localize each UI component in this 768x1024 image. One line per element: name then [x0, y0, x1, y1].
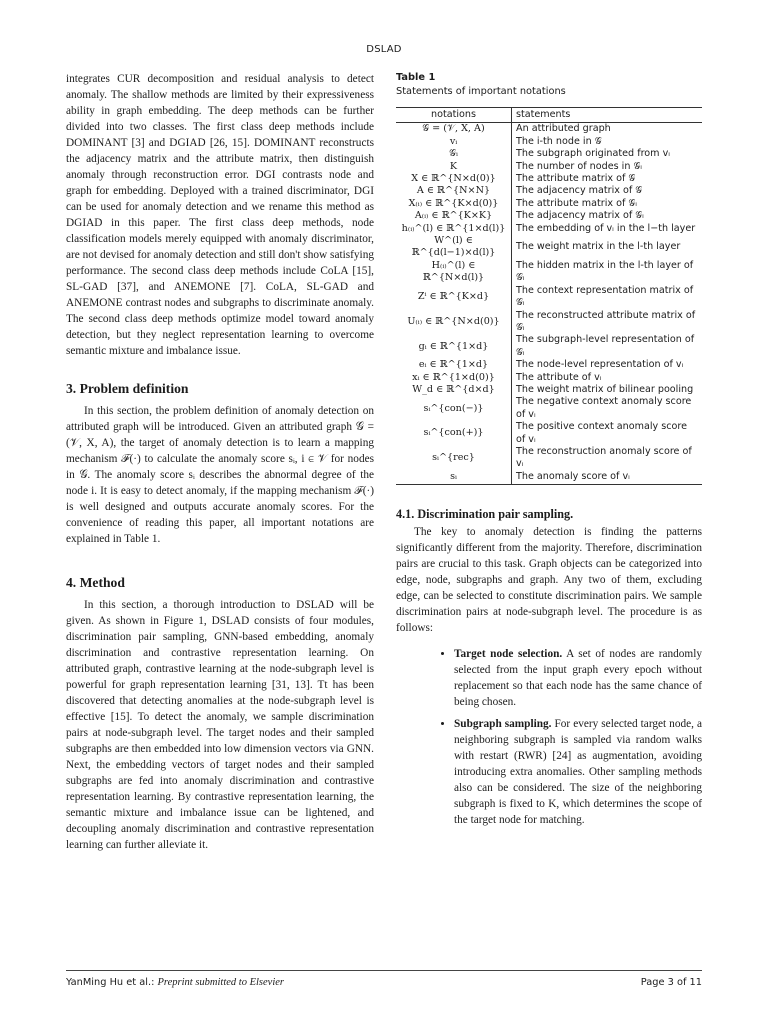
- notation-cell: W_d ∈ ℝ^{d×d}: [396, 384, 512, 396]
- table-row: [396, 210, 702, 222]
- section-4-paragraph: In this section, a thorough introduction to DSLAD will be given. As shown in Figure 1, DSLAD consists of four modules, discrimination pair sampling, GNN-based embedding, anomaly discrimination and contrastive representation learning. On attributed graph, contrastive learning at the node-subgraph level is powerful for graph representation learning [31, 13]. Tt has been discovered that detecting anomalies at the node-subgraph level is effective [15]. To detect the anomaly, we sample discrimination pairs at node-subgraph level. The target nodes and their sampled subgraphs are then embedded into low dimension vectors via GNN. Next, the embedding vectors of target nodes and their sampled subgraphs are fed into anomaly discrimination and contrastive representation learning. By contrastive representation learning, the semantic mixture and imbalance issue can be lightened, and decoupling anomaly discrimination and contrastive representation learning can further alleviate it.: [66, 599, 374, 851]
- notation-cell: Zⁱ ∈ ℝ^{K×d}: [396, 285, 512, 310]
- table-row: [396, 446, 702, 471]
- table-row: [396, 136, 702, 148]
- subsection-4-1-heading: 4.1. Discrimination pair sampling.: [396, 507, 574, 522]
- statement-cell: The attribute of vᵢ: [516, 371, 602, 383]
- table-label: Table 1: [396, 72, 436, 83]
- statement-cell: The adjacency matrix of 𝒢: [516, 185, 643, 197]
- running-head: DSLAD: [366, 44, 402, 55]
- table-caption: Statements of important notations: [396, 86, 566, 97]
- notation-cell: 𝒢 = (𝒱, X, A): [396, 123, 512, 136]
- right-column: [396, 71, 702, 834]
- notation-cell: A₍ᵢ₎ ∈ ℝ^{K×K}: [396, 210, 512, 222]
- footer-divider: [66, 970, 702, 971]
- table-row: [396, 421, 702, 446]
- statement-cell: The embedding of vᵢ in the l−th layer: [516, 222, 696, 234]
- statement-cell: The attribute matrix of 𝒢: [516, 173, 636, 185]
- notation-cell: xᵢ ∈ ℝ^{1×d(0)}: [396, 372, 512, 384]
- statement-cell: The positive context anomaly score of vᵢ: [516, 421, 688, 445]
- intro-paragraph: integrates CUR decomposition and residual analysis to detect anomaly. The shallow methods are limited by their expressiveness ability in graph embedding. The deep methods can be further divided into two classes. The first class deep methods include DOMINANT [3] and DGIAD [26, 15]. DOMINANT reconstructs the adjacency matrix and the attribute matrix, then distinguish anomaly through reconstruction error. DGI contrasts node and graph for embedding. Deployed with a trained discriminator, DGI can be used for anomaly detection and we rename this method as DGIAD in this paper. The first class deep methods, node classification models merely equipped with anomaly discriminator, are not devised for anomaly detection and still don't show satisfying performance. The second class deep methods include CoLA [15], SL-GAD [37], and ANEMONE [7]. CoLA, SL-GAD and ANEMONE contrast nodes and subgraphs to discriminate anomaly. The second class deep methods optimize model toward anomaly detection, but they neglect representation learning to overcome semantic mixture and imbalance issue.: [66, 73, 374, 357]
- statement-cell: The i-th node in 𝒢: [516, 135, 602, 147]
- table-row: [396, 185, 702, 197]
- header-statements: statements: [512, 108, 703, 123]
- bullet-title: Target node selection.: [454, 648, 563, 661]
- notation-cell: eᵢ ∈ ℝ^{1×d}: [396, 359, 512, 371]
- table-row: [396, 359, 702, 371]
- notation-cell: W^(l) ∈ ℝ^{d(l−1)×d(l)}: [396, 235, 512, 260]
- notation-cell: X ∈ ℝ^{N×d(0)}: [396, 173, 512, 185]
- bullet-text: A set of nodes are randomly selected from the input graph every epoch without replacement so that each node has the same chance of being chosen.: [454, 648, 702, 709]
- notation-cell: sᵢ^{con(+)}: [396, 421, 512, 446]
- section-3-paragraph: In this section, the problem definition of anomaly detection on attributed graph will be introduced. Given an attributed graph 𝒢 = (𝒱, X, A), the target of anomaly detection is to learn a mapping mechanism ℱ(·) to calculate the anomaly score sᵢ, i ∈ 𝒱 for nodes in 𝒢. The anomaly score sᵢ describes the abnormal degree of the node i. It is easy to detect anomaly, if the mapping mechanism ℱ(·) is well designed and outputs accurate anomaly scores. For the convenience of reading this paper, all important notations are explained in Table 1.: [66, 405, 374, 545]
- statement-cell: The anomaly score of vᵢ: [512, 471, 703, 485]
- section-4-heading: 4. Method: [66, 575, 125, 590]
- table-row: [396, 471, 702, 485]
- footer-citation: [66, 977, 284, 988]
- statement-cell: The reconstruction anomaly score of vᵢ: [516, 445, 692, 470]
- notation-cell: A ∈ ℝ^{N×N}: [396, 185, 512, 197]
- table-row: [396, 384, 702, 396]
- table-row: [396, 223, 702, 235]
- notation-cell: K: [396, 161, 512, 173]
- notation-cell: 𝒢ᵢ: [396, 148, 512, 160]
- footer-authors: YanMing Hu et al.:: [66, 977, 155, 988]
- procedure-list: [396, 646, 702, 828]
- table-row: [396, 148, 702, 160]
- subsection-4-1-paragraph: The key to anomaly detection is finding the patterns significantly different from the majority. Therefore, discrimination pairs are crucial to this task. Graph objects can be categorized into edge, node, subgraphs and graph. Any two of them, excluding edge, can be selected to constitute discrimination pairs. We sample discrimination pairs at node-subgraph level. The procedure is as follows:: [396, 526, 702, 635]
- statement-cell: The weight matrix in the l-th layer: [516, 241, 681, 253]
- statement-cell: The hidden matrix in the l-th layer of 𝒢ᵢ: [516, 259, 694, 284]
- table-row: [396, 396, 702, 421]
- table-row: [396, 173, 702, 185]
- statement-cell: The adjacency matrix of 𝒢ᵢ: [516, 210, 644, 222]
- statement-cell: The context representation matrix of 𝒢ᵢ: [516, 284, 694, 309]
- notation-cell: U₍ᵢ₎ ∈ ℝ^{N×d(0)}: [396, 310, 512, 335]
- notation-cell: h₍ᵢ₎^(l) ∈ ℝ^{1×d(l)}: [396, 223, 512, 235]
- notation-cell: X₍ᵢ₎ ∈ ℝ^{K×d(0)}: [396, 198, 512, 210]
- table-header-row: [396, 108, 702, 123]
- statement-cell: The negative context anomaly score of vᵢ: [516, 396, 692, 420]
- notation-cell: H₍ᵢ₎^(l) ∈ ℝ^{N×d(l)}: [396, 260, 512, 285]
- bullet-text: For every selected target node, a neighboring subgraph is sampled via random walks with restart (RWR) [24] as augmentation, avoiding introducing extra anomalies. Other sampling methods also can be considered. The size of the neighboring subgraph is fixed to K, which determines the scope of the target node for matching.: [454, 718, 702, 827]
- table-body: [396, 123, 702, 485]
- footer-page-number: Page 3 of 11: [640, 977, 702, 988]
- bullet-title: Subgraph sampling.: [454, 718, 552, 731]
- table-row: [396, 310, 702, 335]
- statement-cell: The subgraph originated from vᵢ: [516, 148, 670, 160]
- footer-venue: Preprint submitted to Elsevier: [157, 977, 284, 988]
- table-row: [396, 161, 702, 173]
- statement-cell: The node-level representation of vᵢ: [516, 359, 684, 371]
- table-row: [396, 235, 702, 260]
- statement-cell: The number of nodes in 𝒢ᵢ: [516, 160, 643, 172]
- statement-cell: The reconstructed attribute matrix of 𝒢ᵢ: [516, 309, 696, 333]
- section-3-heading: 3. Problem definition: [66, 381, 189, 396]
- statement-cell: The subgraph-level representation of 𝒢ᵢ: [516, 334, 695, 358]
- table-row: [396, 285, 702, 310]
- notation-cell: gᵢ ∈ ℝ^{1×d}: [396, 334, 512, 359]
- list-item: [454, 646, 702, 710]
- statement-cell: The attribute matrix of 𝒢ᵢ: [516, 197, 637, 209]
- notation-cell: sᵢ^{rec}: [396, 446, 512, 471]
- notation-cell: sᵢ: [396, 471, 512, 485]
- list-item: [454, 716, 702, 828]
- left-column: [66, 71, 374, 853]
- table-row: [396, 372, 702, 384]
- statement-cell: The weight matrix of bilinear pooling: [516, 383, 694, 395]
- statement-cell: An attributed graph: [516, 123, 611, 135]
- header-notations: notations: [396, 108, 512, 123]
- table-row: [396, 198, 702, 210]
- table-row: [396, 334, 702, 359]
- notation-table: [396, 107, 702, 485]
- notation-cell: sᵢ^{con(−)}: [396, 396, 512, 421]
- table-row: [396, 123, 702, 136]
- table-row: [396, 260, 702, 285]
- notation-cell: vᵢ: [396, 136, 512, 148]
